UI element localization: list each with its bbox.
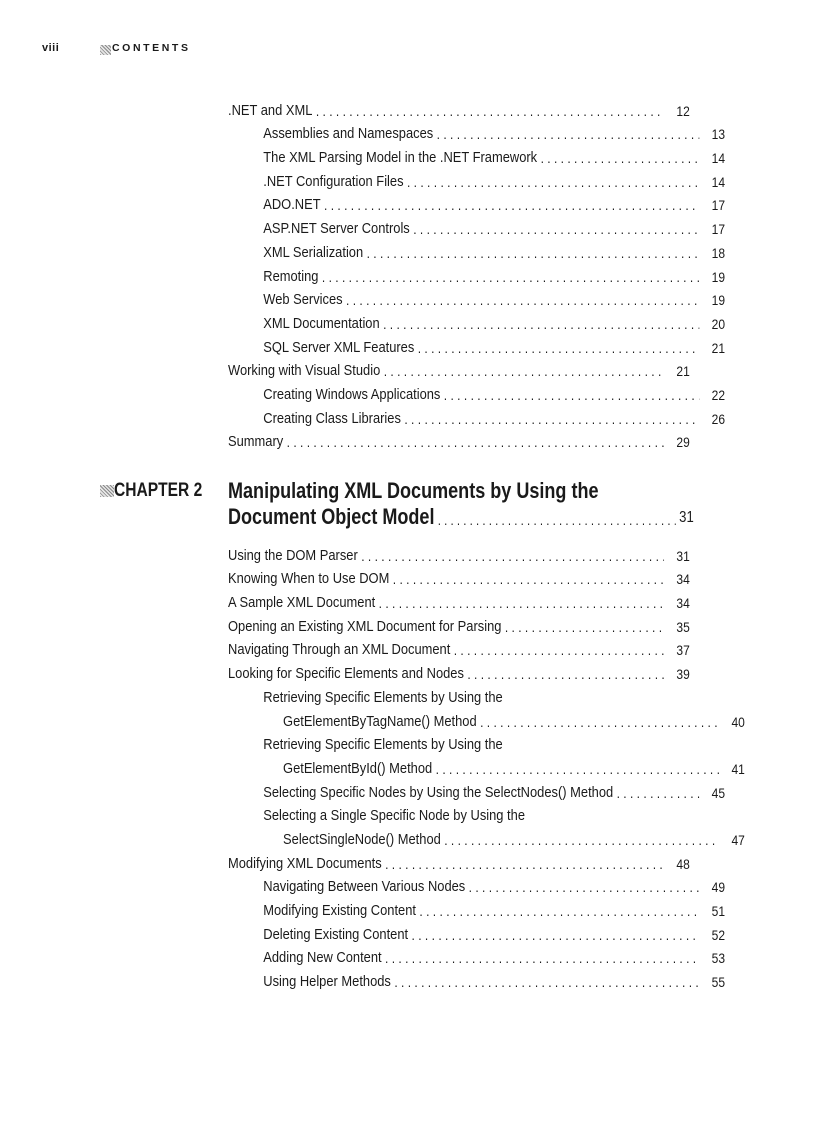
toc-entry[interactable] (228, 286, 725, 310)
dot-leader (322, 268, 699, 286)
chapter-title[interactable] (228, 478, 694, 530)
toc-entry-continued (228, 731, 690, 755)
toc-entry-title: Adding New Content (263, 949, 382, 967)
toc-entry-title: SelectSingleNode() Method (283, 830, 441, 848)
toc-chapter-1-tail (228, 96, 726, 451)
toc-entry[interactable] (228, 380, 725, 404)
toc-entry-title: GetElementByTagName() Method (283, 712, 477, 730)
dot-leader (419, 902, 699, 920)
toc-entry-title: ASP.NET Server Controls (263, 220, 410, 238)
toc-entry-page: 31 (676, 547, 690, 564)
chapter-heading (100, 478, 700, 530)
dot-leader (393, 570, 664, 588)
chapter-mark-icon (100, 485, 114, 497)
toc-entry-page: 12 (676, 102, 690, 119)
toc-entry[interactable] (228, 565, 690, 589)
toc-entry-title: Web Services (263, 291, 343, 309)
toc-entry[interactable] (228, 214, 725, 238)
toc-entry[interactable] (228, 309, 725, 333)
dot-leader (379, 594, 664, 612)
toc-entry[interactable] (228, 541, 690, 565)
toc-entry[interactable] (228, 428, 690, 452)
toc-entry-title: Using Helper Methods (263, 973, 391, 991)
dot-leader (413, 220, 699, 238)
toc-entry-page: 53 (711, 950, 726, 967)
toc-entry-title: The XML Parsing Model in the .NET Framework (263, 149, 538, 167)
toc-entry-continued (228, 802, 690, 826)
toc-entry-page: 17 (711, 221, 726, 238)
dot-leader (324, 196, 699, 214)
toc-entry[interactable] (228, 778, 725, 802)
toc-entry[interactable] (228, 967, 725, 991)
toc-entry[interactable] (228, 920, 725, 944)
toc-entry-title: Navigating Between Various Nodes (263, 878, 466, 896)
dot-leader (454, 641, 664, 659)
toc-entry[interactable] (228, 143, 725, 167)
toc-entry-title: Knowing When to Use DOM (228, 570, 390, 588)
dot-leader (404, 410, 699, 428)
toc-entry[interactable] (228, 404, 725, 428)
dot-leader (469, 878, 700, 896)
toc-entry-continued (228, 683, 690, 707)
toc-entry-title: Summary (228, 433, 284, 451)
toc-entry-page: 52 (711, 926, 726, 943)
toc-entry-page: 37 (676, 642, 690, 659)
chapter-page-number: 31 (679, 509, 694, 526)
toc-entry[interactable] (228, 707, 745, 731)
toc-entry[interactable] (228, 238, 725, 262)
toc-entry-page: 14 (711, 150, 726, 167)
chapter-label: CHAPTER 2 (114, 480, 203, 501)
toc-entry-page: 34 (676, 571, 690, 588)
dot-leader (436, 760, 719, 778)
dot-leader (346, 291, 699, 309)
toc-entry-page: 39 (676, 666, 690, 683)
toc-entry[interactable] (228, 588, 690, 612)
dot-leader (361, 547, 664, 565)
dot-leader (541, 149, 700, 167)
dot-leader (394, 973, 699, 991)
toc-entry-page: 51 (711, 903, 726, 919)
toc-entry-page: 13 (711, 126, 726, 143)
dot-leader (467, 665, 664, 683)
toc-entry-title: Retrieving Specific Elements by Using the (263, 688, 503, 706)
toc-entry-title: Navigating Through an XML Document (228, 641, 451, 659)
toc-entry[interactable] (228, 636, 690, 660)
dot-leader (367, 244, 700, 262)
toc-entry-page: 18 (711, 244, 726, 261)
toc-entry-title: Modifying XML Documents (228, 854, 382, 872)
toc-entry[interactable] (228, 333, 725, 357)
dot-leader (383, 315, 699, 333)
toc-entry-title: Creating Class Libraries (263, 409, 401, 427)
page-number: viii (42, 42, 60, 54)
toc-entry-title: Using the DOM Parser (228, 546, 358, 564)
toc-entry-page: 35 (676, 618, 690, 635)
dot-leader (505, 618, 664, 636)
toc-entry-title: .NET Configuration Files (263, 172, 404, 190)
toc-entry-page: 48 (676, 855, 690, 872)
toc-entry-title: GetElementById() Method (283, 759, 433, 777)
toc-entry[interactable] (228, 120, 725, 144)
toc-entry[interactable] (228, 825, 745, 849)
toc-entry-page: 20 (711, 315, 726, 332)
toc-entry-page: 19 (711, 292, 726, 309)
toc-entry[interactable] (228, 849, 690, 873)
running-title: CONTENTS (112, 42, 191, 54)
toc-entry-page: 34 (676, 595, 690, 612)
toc-entry-page: 22 (711, 386, 726, 403)
toc-entry-title: .NET and XML (228, 101, 313, 119)
toc-chapter-2 (228, 541, 745, 991)
dot-leader (385, 855, 664, 873)
toc-entry-title: Deleting Existing Content (263, 925, 409, 943)
toc-entry[interactable] (228, 754, 745, 778)
toc-entry[interactable] (228, 612, 690, 636)
toc-entry-title: Opening an Existing XML Document for Parsing (228, 617, 502, 635)
toc-entry-title: Assemblies and Namespaces (263, 125, 434, 143)
toc-entry-title: Remoting (263, 267, 319, 285)
dot-leader (287, 433, 664, 451)
dot-leader (385, 949, 699, 967)
dot-leader (384, 362, 664, 380)
dot-leader (617, 784, 700, 802)
toc-entry-page: 40 (731, 713, 745, 730)
toc-entry-page: 17 (711, 197, 726, 214)
toc-entry[interactable] (228, 873, 725, 897)
chapter-title-line-2: Document Object Model (228, 504, 435, 529)
toc-entry-title: Working with Visual Studio (228, 362, 381, 380)
dot-leader (437, 125, 700, 143)
toc-entry-title: Selecting Specific Nodes by Using the SelectNodes() Method (263, 783, 614, 801)
toc-entry-title: Retrieving Specific Elements by Using the (263, 736, 503, 754)
toc-entry[interactable] (228, 167, 725, 191)
toc-entry-title: Creating Windows Applications (263, 385, 441, 403)
toc-entry-page: 29 (676, 434, 690, 451)
toc-entry[interactable] (228, 262, 725, 286)
toc-entry-title: Looking for Specific Elements and Nodes (228, 665, 464, 683)
dot-leader (316, 102, 664, 120)
toc-entry[interactable] (228, 96, 690, 120)
toc-entry[interactable] (228, 944, 725, 968)
toc-entry-page: 14 (711, 173, 726, 190)
toc-entry-page: 47 (731, 831, 745, 848)
dot-leader (480, 713, 719, 731)
dot-leader (418, 339, 700, 357)
toc-entry-page: 49 (711, 879, 726, 896)
toc-entry-title: XML Documentation (263, 314, 380, 332)
toc-entry-title: Modifying Existing Content (263, 902, 416, 919)
toc-entry-page: 21 (676, 363, 690, 380)
toc-entry[interactable] (228, 659, 690, 683)
dot-leader (444, 831, 719, 849)
toc-entry-page: 45 (711, 784, 726, 801)
toc-entry-page: 19 (711, 268, 726, 285)
toc-entry-page: 21 (711, 339, 726, 356)
toc-entry-title: Selecting a Single Specific Node by Using the (263, 807, 525, 825)
toc-entry-title: A Sample XML Document (228, 594, 376, 612)
header-mark-icon (100, 45, 111, 55)
dot-leader (412, 926, 700, 944)
dot-leader (444, 386, 699, 404)
toc-entry-page: 26 (711, 410, 726, 427)
toc-entry-title: XML Serialization (263, 243, 364, 261)
toc-entry-page: 55 (711, 974, 726, 991)
dot-leader (438, 512, 676, 528)
toc-entry-title: ADO.NET (263, 196, 321, 214)
chapter-title-line-1: Manipulating XML Documents by Using the (228, 478, 599, 503)
toc-entry[interactable] (228, 896, 725, 920)
toc-entry-title: SQL Server XML Features (263, 338, 415, 356)
dot-leader (407, 173, 699, 191)
toc-entry[interactable] (228, 357, 690, 381)
toc-entry[interactable] (228, 191, 725, 215)
toc-entry-page: 41 (731, 760, 745, 777)
